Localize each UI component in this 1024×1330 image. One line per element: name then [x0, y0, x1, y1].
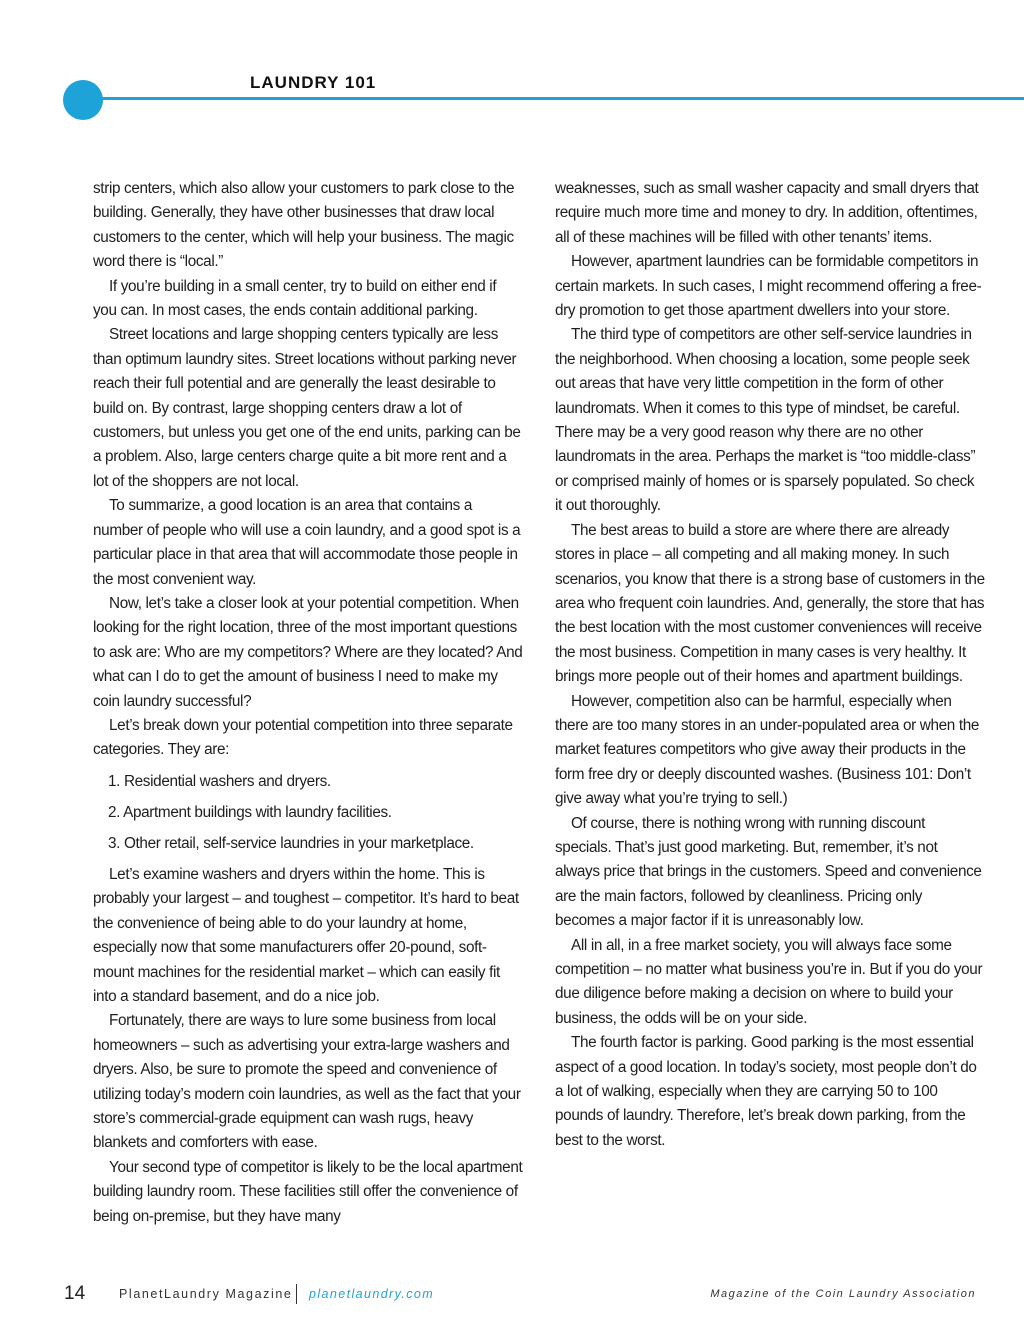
header-rule — [80, 97, 1024, 100]
header-dot — [63, 80, 103, 120]
paragraph: However, competition also can be harmful, especially when there are too many stores in an under-populated area or when the market features competitors who give away their products in the form free dry or deeply discounted washes. (Business 101: Don’t give away what you’re trying to sell.) — [555, 692, 980, 808]
paragraph: Let’s examine washers and dryers within the home. This is probably your largest – and toughest – competitor. It’s hard to beat the convenience of being able to do your laundry at home, especially now that some manufacturers offer 20-pound, soft-mount machines for the residential market – which can easily fit into a standard basement, and do a nice job. — [93, 865, 519, 1005]
website-link[interactable]: planetlaundry.com — [309, 1287, 435, 1301]
paragraph: strip centers, which also allow your customers to park close to the building. Generally, they have other businesses that draw local customers to the center, which will help your business. The magic word there is “local.” — [93, 180, 515, 271]
list-item: 1. Residential washers and dryers. — [108, 772, 331, 790]
association-tagline: Magazine of the Coin Laundry Association — [710, 1288, 976, 1300]
paragraph: Fortunately, there are ways to lure some business from local homeowners – such as advertising your extra-large washers and dryers. Also, be sure to promote the speed and convenience of utilizing today’s modern coin laundries, as well as the fact that your store’s commercial-grade equipment can wash rugs, heavy blankets and comforters with ease. — [93, 1012, 521, 1152]
list-item: 3. Other retail, self-service laundries in your marketplace. — [108, 834, 474, 852]
paragraph: Of course, there is nothing wrong with running discount specials. That’s just good marketing. But, remember, it’s not always price that brings in the customers. Speed and convenience are the main factors, followed by cleanliness. Pricing only becomes a major factor if it is unreasonably low. — [555, 814, 982, 930]
magazine-name: PlanetLaundry Magazine — [119, 1287, 293, 1301]
footer-divider — [296, 1284, 297, 1304]
paragraph: The fourth factor is parking. Good parking is the most essential aspect of a good location. In today’s society, most people don’t do a lot of walking, especially when they are carrying 50 to 100 pounds of laundry. Therefore, let’s break down parking, from the best to the worst. — [555, 1034, 977, 1149]
paragraph: weaknesses, such as small washer capacity and small dryers that require much more time and money to dry. In addition, oftentimes, all of these machines will be filled with other tenants’ items. — [555, 180, 979, 246]
right-column — [555, 177, 985, 1153]
paragraph: The best areas to build a store are where there are already stores in place – all competing and all making money. In such scenarios, you know that there is a strong base of customers in the area who frequent coin laundries. And, generally, the store that has the best location with the most customer conveniences will receive the most business. Competition in many cases is very healthy. It brings more people out of their homes and apartment buildings. — [555, 521, 985, 686]
paragraph: However, apartment laundries can be formidable competitors in certain markets. In such cases, I might recommend offering a free-dry promotion to get those apartment dwellers into your store. — [555, 253, 982, 320]
paragraph: All in all, in a free market society, you will always face some competition – no matter what business you’re in. But if you do your due diligence before making a decision on where to build your business, the odds will be on your side. — [555, 936, 983, 1027]
page-footer — [0, 1283, 1024, 1307]
paragraph: Now, let’s take a closer look at your potential competition. When looking for the right location, three of the most important questions to ask are: Who are my competitors? Where are they located? And what can I do to get the amount of business I need to make my coin laundry successful? — [93, 594, 523, 710]
page-number: 14 — [64, 1283, 86, 1304]
list-item: 2. Apartment buildings with laundry facilities. — [108, 803, 392, 821]
competitor-list — [93, 770, 523, 856]
left-column — [93, 177, 523, 1229]
paragraph: Street locations and large shopping centers typically are less than optimum laundry sites. Street locations without parking never reach their full potential and are generally the least desirable to build on. By contrast, large shopping centers draw a lot of customers, but unless you get one of the end units, parking can be a problem. Also, large centers charge quite a bit more rent and a lot of the shoppers are not local. — [93, 326, 521, 490]
paragraph: Let’s break down your potential competition into three separate categories. They are: — [93, 716, 513, 759]
paragraph: If you’re building in a small center, try to build on either end if you can. In most cases, the ends contain additional parking. — [93, 277, 497, 320]
paragraph: The third type of competitors are other self-service laundries in the neighborhood. When choosing a location, some people seek out areas that have very little competition in the form of other laundromats. When it comes to this type of mindset, be careful. There may be a very good reason why there are no other laundromats in the area. Perhaps the market is “too middle-class” or comprised mainly of homes or is sparsely populated. So check it out thoroughly. — [555, 326, 976, 515]
paragraph: Your second type of competitor is likely to be the local apartment building laundry room. These facilities still offer the convenience of being on-premise, but they have many — [93, 1158, 523, 1225]
section-title: LAUNDRY 101 — [250, 73, 377, 92]
paragraph: To summarize, a good location is an area that contains a number of people who will use a coin laundry, and a good spot is a particular place in that area that will accommodate those people in the most convenient way. — [93, 497, 521, 588]
